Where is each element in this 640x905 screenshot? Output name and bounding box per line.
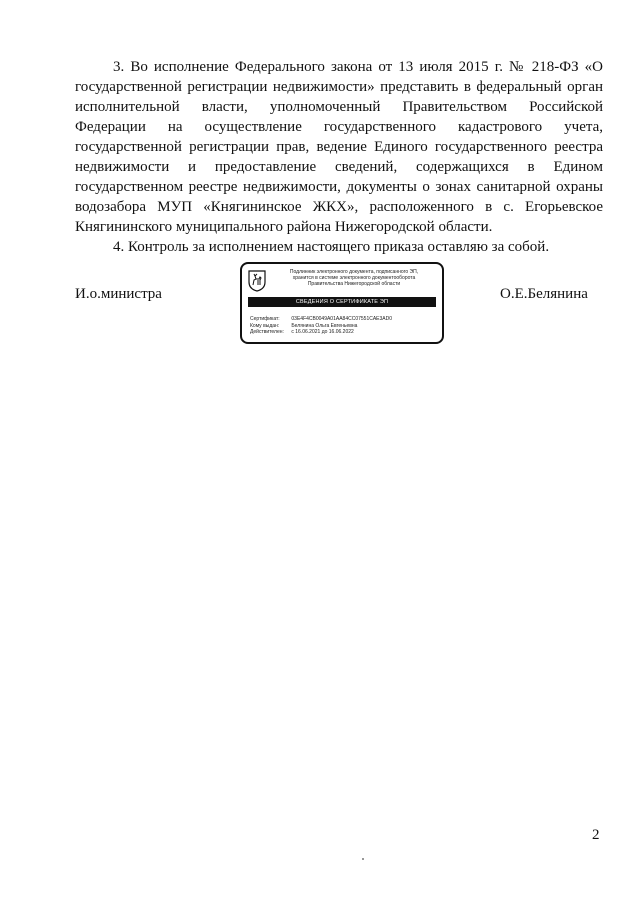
signatory-name: О.Е.Белянина	[500, 286, 588, 302]
stamp-header-line: хранится в системе электронного документооборота	[292, 275, 416, 281]
deer-coat-of-arms-icon	[248, 270, 266, 292]
certificate-label: Сертификат:	[250, 316, 280, 322]
issued-to-value: Белянина Ольга Евгеньевна	[291, 322, 358, 329]
page-number: 2	[592, 827, 600, 843]
valid-label: Действителен:	[250, 329, 284, 335]
certificate-value: 03E4F4CB0049A01AA84CC07551CAE3AD0	[291, 316, 393, 322]
stamp-header-line: Подлинник электронного документа, подписанного ЭП,	[289, 269, 419, 275]
signatory-title: И.о.министра	[75, 286, 162, 302]
electronic-signature-stamp	[240, 262, 444, 344]
paragraph-4: 4. Контроль за исполнением настоящего приказа оставляю за собой.	[113, 239, 550, 255]
stamp-header-line: Правительства Нижегородской области	[307, 281, 401, 287]
valid-value: с 16.06.2021 до 16.06.2022	[291, 329, 354, 335]
paragraph-3: 3. Во исполнение Федерального закона от 13 июля 2015 г. № 218-ФЗ «О государственной регистрации недвижимости» представить в федеральный орган исполнительной власти, уполномоченный Правительством Российской Федерации на осуществление государственного кадастрового учета, государственной регистрации прав, ведение Единого государственного реестра недвижимости и предоставление сведений, содержащихся в Едином государственном реестре недвижимости, документы о зонах санитарной охраны водозабора МУП «Княгининское ЖКХ», расположенного в с. Егорьевское Княгининского муниципального района Нижегородской области.	[75, 59, 603, 235]
stamp-title-bar: СВЕДЕНИЯ О СЕРТИФИКАТЕ ЭП	[248, 297, 436, 307]
document-body	[75, 57, 603, 257]
stamp-certificate-info	[250, 316, 438, 336]
stamp-header	[270, 269, 438, 287]
valid-row	[250, 329, 438, 336]
issued-to-label: Кому выдан:	[250, 322, 280, 329]
scan-artifact	[362, 858, 364, 860]
